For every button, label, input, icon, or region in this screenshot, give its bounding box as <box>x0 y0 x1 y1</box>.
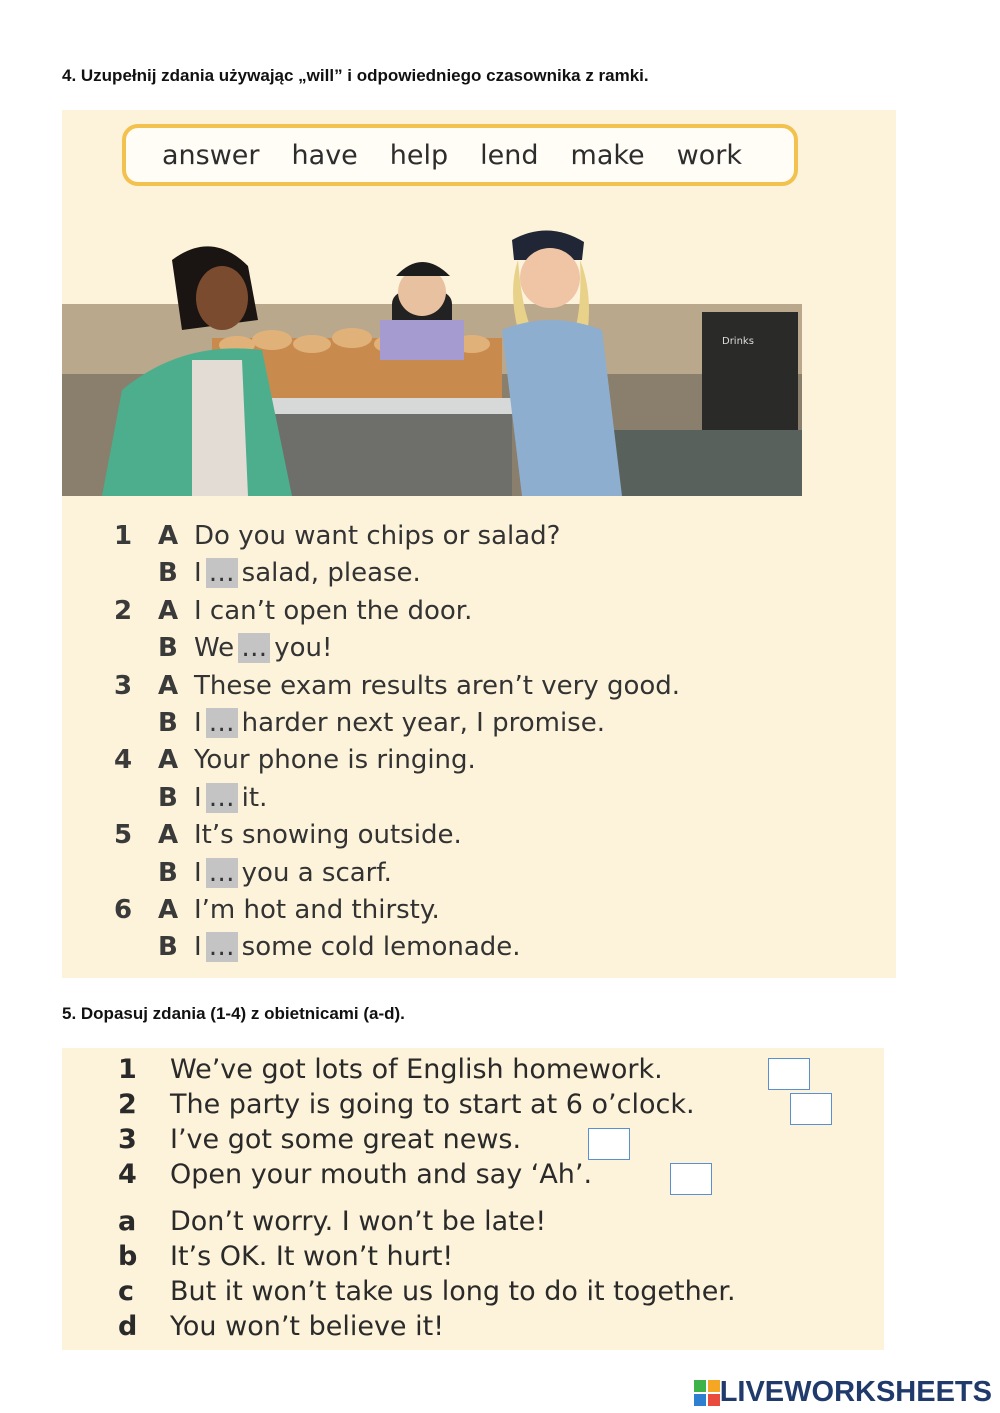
line-b-post: some cold lemonade. <box>241 932 521 963</box>
answer-input-box[interactable] <box>768 1058 810 1090</box>
gap-field[interactable]: … <box>206 708 238 738</box>
speaker-b: B <box>158 707 178 738</box>
sentence-text: Open your mouth and say ‘Ah’. <box>170 1159 593 1190</box>
speaker-a: A <box>158 595 179 626</box>
line-b-post: you a scarf. <box>241 857 392 888</box>
speaker-b: B <box>158 558 178 589</box>
line-a-text: Your phone is ringing. <box>194 745 476 776</box>
line-b-text <box>194 780 267 817</box>
word-make: make <box>570 139 645 171</box>
sentence-text: The party is going to start at 6 o’clock. <box>170 1089 695 1120</box>
cafeteria-photo <box>62 220 802 496</box>
drinks-sign: Drinks <box>722 336 754 347</box>
promise-text: It’s OK. It won’t hurt! <box>170 1241 454 1272</box>
answer-input-box[interactable] <box>670 1163 712 1195</box>
sentence-number: 4 <box>118 1159 137 1190</box>
exercise-4-panel <box>62 110 896 978</box>
speaker-a: A <box>158 521 179 551</box>
line-b-pre: I <box>194 707 202 738</box>
item-number: 5 <box>114 820 133 851</box>
promise-letter: b <box>118 1241 138 1272</box>
item-number: 2 <box>114 595 133 626</box>
promise-letter: a <box>118 1206 137 1237</box>
speaker-b: B <box>158 782 178 813</box>
line-b-pre: I <box>194 782 202 813</box>
exercise-5-heading: 5. Dopasuj zdania (1-4) z obietnicami (a-d). <box>62 1004 405 1023</box>
promise-text: Don’t worry. I won’t be late! <box>170 1206 547 1237</box>
word-have: have <box>291 139 358 171</box>
word-work: work <box>676 139 743 171</box>
item-number: 1 <box>114 521 133 551</box>
word-answer: answer <box>162 139 260 171</box>
gap-field[interactable]: … <box>206 858 238 888</box>
line-a-text: I can’t open the door. <box>194 595 473 626</box>
speaker-a: A <box>158 820 179 851</box>
line-a-text: It’s snowing outside. <box>194 820 462 851</box>
line-a-text: These exam results aren’t very good. <box>194 670 681 701</box>
liveworksheets-logo <box>694 1376 992 1409</box>
gap-field[interactable]: … <box>206 932 238 962</box>
logo-text: LIVEWORKSHEETS <box>719 1376 992 1408</box>
exercise-5-panel <box>62 1048 884 1350</box>
sentence-text: I’ve got some great news. <box>170 1124 522 1155</box>
line-b-text <box>194 630 332 667</box>
line-b-post: salad, please. <box>241 558 421 589</box>
item-number: 4 <box>114 745 133 776</box>
liveworksheets-logo-icon <box>694 1380 720 1406</box>
line-a-text: I’m hot and thirsty. <box>194 894 440 925</box>
speaker-b: B <box>158 857 178 888</box>
word-lend: lend <box>480 139 539 171</box>
line-b-post: harder next year, I promise. <box>241 707 605 738</box>
line-b-post: it. <box>241 782 268 813</box>
item-number: 6 <box>114 894 133 925</box>
line-b-pre: I <box>194 857 202 888</box>
promise-text: But it won’t take us long to do it together. <box>170 1276 736 1307</box>
line-b-text <box>194 705 605 742</box>
line-b-pre: I <box>194 932 202 963</box>
sentence-number: 1 <box>118 1054 137 1085</box>
gap-field[interactable]: … <box>206 783 238 813</box>
word-help: help <box>389 139 449 171</box>
word-box <box>122 124 798 186</box>
speaker-b: B <box>158 932 178 963</box>
line-b-pre: I <box>194 558 202 589</box>
sentence-number: 3 <box>118 1124 137 1155</box>
sentence-number: 2 <box>118 1089 137 1120</box>
promise-text: You won’t believe it! <box>170 1311 445 1342</box>
sentence-text: We’ve got lots of English homework. <box>170 1054 663 1085</box>
line-a-text: Do you want chips or salad? <box>194 521 561 551</box>
item-number: 3 <box>114 670 133 701</box>
line-b-text <box>194 555 421 592</box>
exercise-4-heading: 4. Uzupełnij zdania używając „will” i odpowiedniego czasownika z ramki. <box>62 66 649 85</box>
speaker-b: B <box>158 633 178 664</box>
gap-field[interactable]: … <box>206 558 238 588</box>
line-b-text <box>194 929 521 966</box>
speaker-a: A <box>158 894 179 925</box>
line-b-pre: We <box>194 633 235 664</box>
line-b-post: you! <box>274 633 333 664</box>
answer-input-box[interactable] <box>588 1128 630 1160</box>
speaker-a: A <box>158 670 179 701</box>
gap-field[interactable]: … <box>238 633 270 663</box>
line-b-text <box>194 855 392 892</box>
speaker-a: A <box>158 745 179 776</box>
promise-letter: c <box>118 1276 135 1307</box>
promise-letter: d <box>118 1311 138 1342</box>
answer-input-box[interactable] <box>790 1093 832 1125</box>
